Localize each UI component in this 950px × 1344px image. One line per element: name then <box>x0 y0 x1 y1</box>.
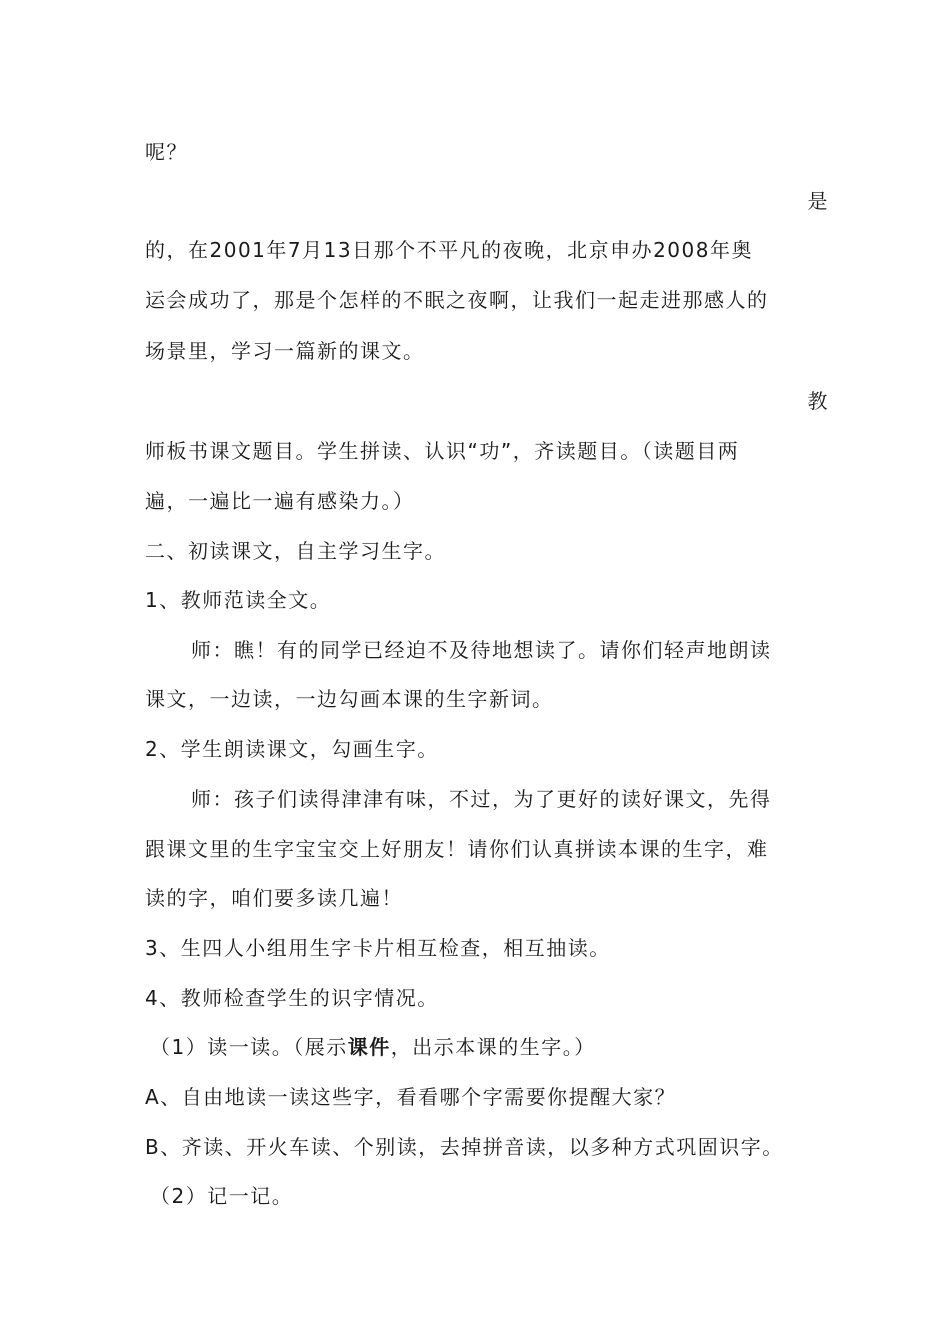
text-line: 的，在2001年7月13日那个不平凡的夜晚，北京申办2008年奥 <box>145 238 753 262</box>
text-line: B、齐读、开火车读、个别读，去掉拼音读，以多种方式巩固识字。 <box>145 1135 784 1159</box>
text-line: （2）记一记。 <box>150 1184 294 1208</box>
text-line: 师板书课文题目。学生拼读、认识“功”，齐读题目。（读题目两 <box>145 439 740 463</box>
text-line: 呢？ <box>145 140 188 164</box>
text-line: 场景里，学习一篇新的课文。 <box>145 339 425 363</box>
text-line: 读的字，咱们要多读几遍！ <box>145 886 403 910</box>
text-line: 师：孩子们读得津津有味，不过，为了更好的读好课文，先得 <box>191 787 772 811</box>
section-heading: 二、初读课文，自主学习生字。 <box>145 539 446 563</box>
text-line: 教 <box>807 389 829 413</box>
text-line: 1、教师范读全文。 <box>145 588 332 612</box>
text-segment: ，出示本课的生字。） <box>390 1035 596 1059</box>
text-line-mixed <box>150 1032 840 1062</box>
text-line: 师：瞧！有的同学已经迫不及待地想读了。请你们轻声地朗读 <box>191 638 772 662</box>
bold-keyword: 课件 <box>347 1035 391 1059</box>
text-segment: （1）读一读。（展示 <box>150 1035 348 1059</box>
text-line: 2、学生朗读课文，勾画生字。 <box>145 737 439 761</box>
text-line: 3、生四人小组用生字卡片相互检查，相互抽读。 <box>145 936 611 960</box>
text-line: 运会成功了，那是个怎样的不眠之夜啊，让我们一起走进那感人的 <box>145 288 769 312</box>
text-line: 4、教师检查学生的识字情况。 <box>145 986 439 1010</box>
text-line: 课文，一边读，一边勾画本课的生字新词。 <box>145 687 554 711</box>
text-line: 跟课文里的生字宝宝交上好朋友！请你们认真拼读本课的生字，难 <box>145 837 769 861</box>
text-line: 是 <box>807 189 829 213</box>
text-line: 遍，一遍比一遍有感染力。） <box>145 489 415 513</box>
text-line: A、自由地读一读这些字，看看哪个字需要你提醒大家？ <box>145 1085 677 1109</box>
